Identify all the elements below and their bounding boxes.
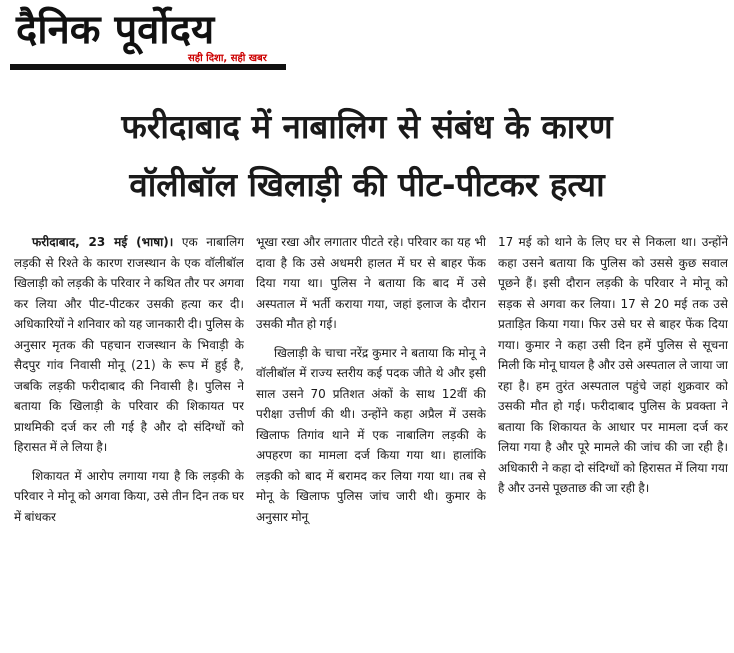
headline-line-2: वॉलीबॉल खिलाड़ी की पीट-पीटकर हत्या [129, 165, 605, 204]
paragraph-5: 17 मई को थाने के लिए घर से निकला था। उन्होंने कहा उसने बताया कि पुलिस को उससे कुछ सवाल पूछने हैं। इसी दौरान लड़की के परिवार ने मोनू को सड़क से अगवा कर लिया। 17 से 20 मई तक उसे प्रताड़ित किया गया। फिर उसे घर से बाहर फेंक दिया गया। कुमार ने कहा उसी दिन हमें पुलिस से सूचना मिली कि मोनू घायल है और उसे अस्पताल ले जाया जा रहा है। हम तुरंत अस्पताल पहुंचे जहां शुक्रवार को उसकी मौत हो गई। फरीदाबाद पुलिस के प्रवक्ता ने बताया कि शिकायत के आधार पर मामला दर्ज कर लिया गया है और पूरे मामले की जांच की जा रही है। अधिकारी ने कहा दो संदिग्धों को हिरासत में लिया गया है और उनसे पूछताछ की जा रही है। [498, 235, 728, 495]
newspaper-logo: दैनिक पूर्वोदय [16, 7, 215, 53]
column-1 [14, 232, 244, 653]
paragraph-2: शिकायत में आरोप लगाया गया है कि लड़की के परिवार ने मोनू को अगवा किया, उसे तीन दिन तक घर में बांधकर [14, 468, 244, 524]
headline-line-1: फरीदाबाद में नाबालिग से संबंध के कारण [121, 107, 613, 146]
paragraph-1 [14, 232, 244, 458]
paragraph-4: खिलाड़ी के चाचा नरेंद्र कुमार ने बताया कि मोनू ने वॉलीबॉल में राज्य स्तरीय कई पदक जीते थे और इसी साल उसने 70 प्रतिशत अंकों के साथ 12वीं की परीक्षा उत्तीर्ण की थी। उन्होंने कहा अप्रैल में उसके खिलाफ तिगांव थाने में एक नाबालिग लड़की के अपहरण का मामला दर्ज किया गया था। हालांकि लड़की को बाद में बरामद कर लिया गया था। तब से मोनू के खिलाफ पुलिस जांच जारी थी। कुमार के अनुसार मोनू [256, 345, 486, 524]
paragraph-3: भूखा रखा और लगातार पीटते रहे। परिवार का यह भी दावा है कि उसे अधमरी हालत में घर से बाहर फेंक दिया गया था। पुलिस ने बताया कि बाद में उसे अस्पताल में भर्ती कराया गया, जहां इलाज के दौरान उसकी मौत हो गई। [256, 235, 486, 331]
tagline: सही दिशा, सही खबर [188, 53, 267, 64]
column-2 [256, 232, 486, 653]
paragraph-1-text: एक नाबालिग लड़की से रिश्ते के कारण राजस्थान के एक वॉलीबॉल खिलाड़ी को लड़की के परिवार ने कथित तौर पर अगवा कर लिया और पीट-पीटकर उसकी हत्या कर दी। अधिकारियों ने शनिवार को यह जानकारी दी। पुलिस के अनुसार मृतक की पहचान राजस्थान के भिवाड़ी के सैदपुर गांव निवासी मोनू (21) के रूप में हुई है, जबकि लड़की फरीदाबाद की निवासी है। पुलिस ने बताया कि खिलाड़ी के परिवार की शिकायत पर प्राथमिकी दर्ज कर ली गई है और दो संदिग्धों को हिरासत में ले लिया है। [14, 235, 244, 454]
masthead [0, 0, 734, 80]
column-3 [498, 232, 728, 653]
headline [0, 98, 734, 214]
dateline: फरीदाबाद, 23 मई (भाषा)। [32, 235, 174, 249]
article-body [14, 232, 728, 653]
masthead-rule [10, 64, 286, 70]
